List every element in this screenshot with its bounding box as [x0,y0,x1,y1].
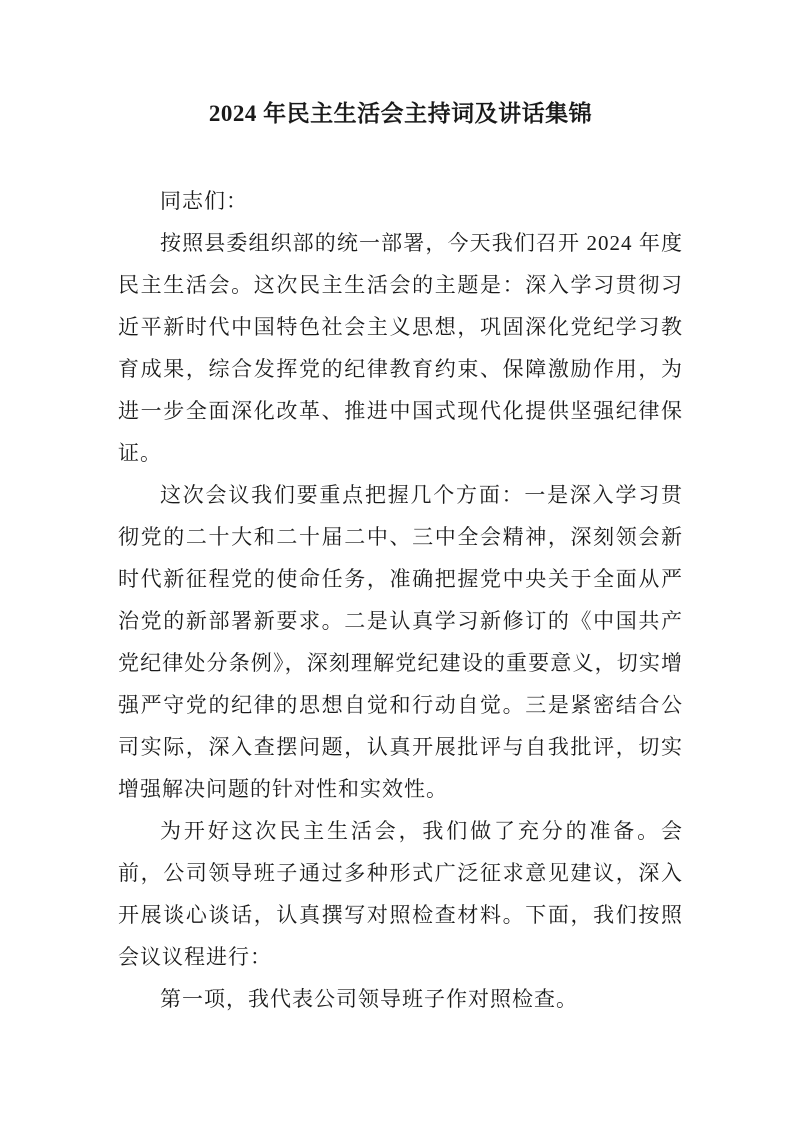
document-paragraph: 按照县委组织部的统一部署，今天我们召开 2024 年度民主生活会。这次民主生活会的主题是：深入学习贯彻习近平新时代中国特色社会主义思想，巩固深化党纪学习教育成果，综合发挥党的纪律教育约束、保障激励作用，为进一步全面深化改革、推进中国式现代化提供坚强纪律保证。 [118,231,683,465]
document-paragraph: 为开好这次民主生活会，我们做了充分的准备。会前，公司领导班子通过多种形式广泛征求意见建议，深入开展谈心谈话，认真撰写对照检查材料。下面，我们按照会议议程进行： [118,819,683,969]
document-paragraph: 同志们： [160,189,248,213]
document-title: 2024 年民主生活会主持词及讲话集锦 [208,101,593,126]
document-paragraph: 第一项，我代表公司领导班子作对照检查。 [160,987,578,1011]
document-paragraph: 这次会议我们要重点把握几个方面：一是深入学习贯彻党的二十大和二十届二中、三中全会精神，深刻领会新时代新征程党的使命任务，准确把握党中央关于全面从严治党的新部署新要求。二是认真学习新修订的《中国共产党纪律处分条例》，深刻理解党纪建设的重要意义，切实增强严守党的纪律的思想自觉和行动自觉。三是紧密结合公司实际，深入查摆问题，认真开展批评与自我批评，切实增强解决问题的针对性和实效性。 [118,483,683,801]
document-body [118,180,683,1020]
